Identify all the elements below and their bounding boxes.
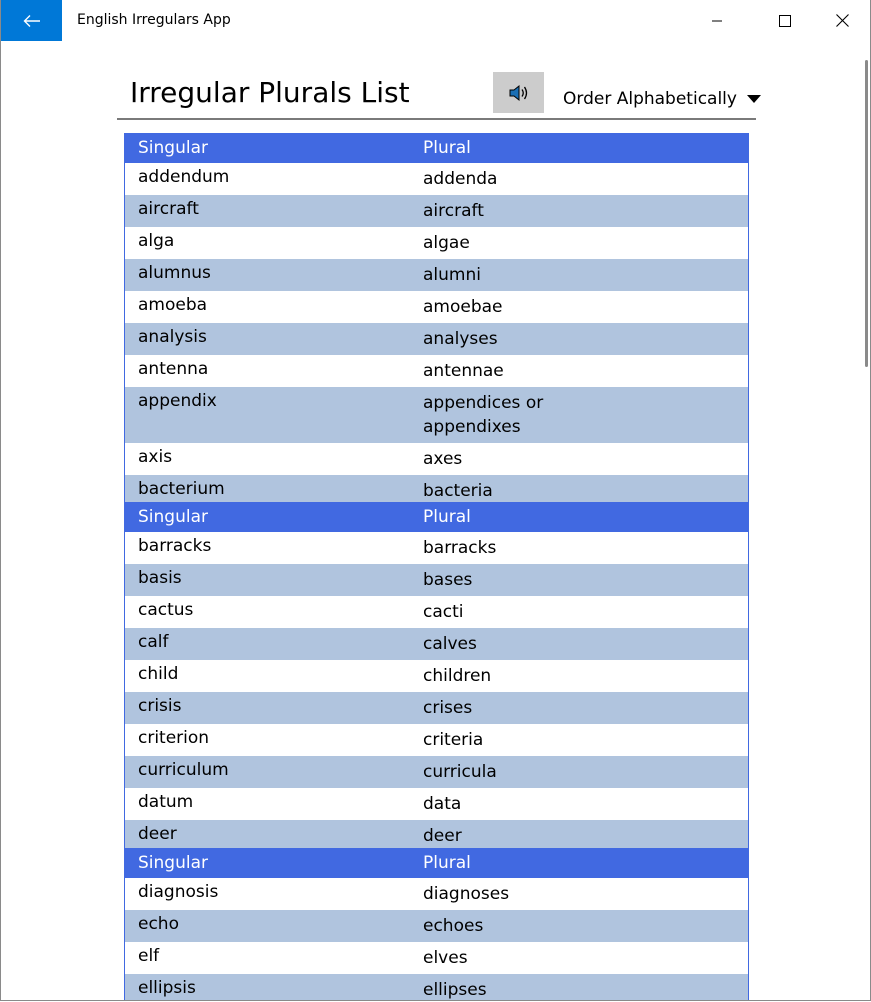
plural-cell: ellipses — [423, 980, 487, 1000]
singular-cell: echo — [138, 914, 179, 934]
table-row — [125, 724, 748, 756]
singular-cell: child — [138, 664, 179, 684]
table-header — [125, 849, 748, 878]
table-row — [125, 756, 748, 788]
singular-cell: antenna — [138, 359, 209, 379]
table-row — [125, 387, 748, 443]
plural-cell: axes — [423, 449, 463, 469]
singular-cell: barracks — [138, 536, 212, 556]
caret-down-icon — [747, 95, 761, 103]
plural-cell: analyses — [423, 329, 498, 349]
plural-cell: diagnoses — [423, 884, 510, 904]
close-button[interactable] — [819, 0, 865, 41]
vertical-scrollbar[interactable] — [865, 60, 868, 367]
app-title: English Irregulars App — [77, 12, 231, 28]
plurals-table — [124, 502, 749, 853]
table-row — [125, 443, 748, 475]
order-dropdown-label: Order Alphabetically — [563, 89, 737, 109]
singular-cell: cactus — [138, 600, 194, 620]
singular-cell: calf — [138, 632, 169, 652]
singular-cell: basis — [138, 568, 182, 588]
table-header — [125, 503, 748, 532]
arrow-left-icon — [23, 14, 41, 28]
plural-cell: crises — [423, 698, 473, 718]
table-row — [125, 532, 748, 564]
plural-cell: barracks — [423, 538, 497, 558]
maximize-button[interactable] — [762, 0, 808, 41]
singular-cell: curriculum — [138, 760, 229, 780]
header-plural: Plural — [423, 507, 471, 527]
table-row — [125, 259, 748, 291]
title-bar — [1, 0, 870, 41]
plural-cell: algae — [423, 233, 470, 253]
singular-cell: alumnus — [138, 263, 211, 283]
plural-cell: cacti — [423, 602, 464, 622]
singular-cell: aircraft — [138, 199, 199, 219]
table-row — [125, 163, 748, 195]
plural-cell: data — [423, 794, 462, 814]
singular-cell: amoeba — [138, 295, 208, 315]
table-row — [125, 974, 748, 1001]
singular-cell: addendum — [138, 167, 230, 187]
header-singular: Singular — [138, 507, 208, 527]
table-row — [125, 195, 748, 227]
header-singular: Singular — [138, 853, 208, 873]
close-icon — [836, 14, 849, 27]
table-row — [125, 660, 748, 692]
table-row — [125, 788, 748, 820]
singular-cell: elf — [138, 946, 160, 966]
plural-cell: aircraft — [423, 201, 484, 221]
table-row — [125, 910, 748, 942]
table-row — [125, 227, 748, 259]
table-row — [125, 878, 748, 910]
singular-cell: criterion — [138, 728, 210, 748]
plural-cell: calves — [423, 634, 477, 654]
plural-cell: elves — [423, 948, 468, 968]
singular-cell: datum — [138, 792, 194, 812]
plural-cell: antennae — [423, 361, 504, 381]
singular-cell: analysis — [138, 327, 207, 347]
plural-cell: curricula — [423, 762, 497, 782]
minimize-icon — [711, 15, 723, 27]
plurals-table — [124, 133, 749, 508]
minimize-button[interactable] — [694, 0, 740, 41]
plural-cell: children — [423, 666, 492, 686]
maximize-icon — [779, 15, 791, 27]
table-row — [125, 355, 748, 387]
plural-cell: criteria — [423, 730, 484, 750]
header-singular: Singular — [138, 138, 208, 158]
table-row — [125, 628, 748, 660]
back-button[interactable] — [1, 0, 62, 41]
singular-cell: deer — [138, 824, 177, 844]
singular-cell: axis — [138, 447, 173, 467]
plural-cell: bacteria — [423, 481, 493, 501]
plural-cell: bases — [423, 570, 473, 590]
singular-cell: ellipsis — [138, 978, 196, 998]
table-header — [125, 134, 748, 163]
header-plural: Plural — [423, 853, 471, 873]
header-divider — [117, 118, 756, 120]
singular-cell: diagnosis — [138, 882, 219, 902]
plural-cell: addenda — [423, 169, 498, 189]
singular-cell: alga — [138, 231, 175, 251]
speak-button[interactable] — [493, 72, 544, 113]
table-row — [125, 323, 748, 355]
table-row — [125, 596, 748, 628]
table-row — [125, 692, 748, 724]
page-title: Irregular Plurals List — [130, 76, 410, 109]
speaker-icon — [508, 83, 530, 103]
table-row — [125, 942, 748, 974]
singular-cell: bacterium — [138, 479, 225, 499]
plural-cell: amoebae — [423, 297, 503, 317]
plural-cell: appendices or appendixes — [423, 393, 544, 437]
header-plural: Plural — [423, 138, 471, 158]
plurals-table — [124, 848, 749, 1001]
singular-cell: crisis — [138, 696, 182, 716]
order-dropdown[interactable] — [563, 89, 761, 109]
singular-cell: appendix — [138, 391, 217, 411]
table-row — [125, 291, 748, 323]
plural-cell: alumni — [423, 265, 481, 285]
table-row — [125, 564, 748, 596]
plural-cell: deer — [423, 826, 462, 846]
plural-cell: echoes — [423, 916, 484, 936]
